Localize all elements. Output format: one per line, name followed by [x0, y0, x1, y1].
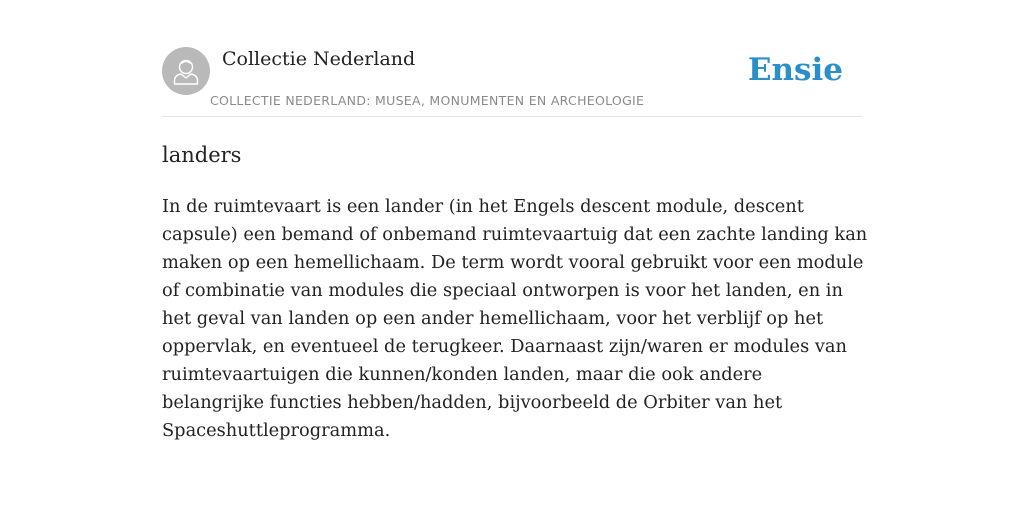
user-silhouette-icon — [162, 47, 210, 95]
avatar[interactable] — [162, 47, 210, 95]
entry-header — [162, 44, 862, 117]
collection-subtitle: COLLECTIE NEDERLAND: MUSEA, MONUMENTEN EN ARCHEOLOGIE — [210, 93, 645, 108]
term-definition: In de ruimtevaart is een lander (in het Engels descent module, descent capsule) een bemand of onbemand ruimtevaartuig dat een zachte landing kan maken op een hemellichaam. De term wordt vooral gebruikt voor een module of combinatie van modules die speciaal ontworpen is voor het landen, en in het geval van landen op een ander hemellichaam, voor het verblijf op het oppervlak, en eventueel de terugkeer. Daarnaast zijn/waren er modules van ruimtevaartuigen die kunnen/konden landen, maar die ook andere belangrijke functies hebben/hadden, bijvoorbeeld de Orbiter van het Spaceshuttleprogramma. — [162, 196, 868, 441]
ensie-logo[interactable]: Ensie — [747, 52, 843, 88]
term-title: landers — [162, 143, 242, 167]
author-name-link[interactable]: Collectie Nederland — [222, 48, 416, 70]
